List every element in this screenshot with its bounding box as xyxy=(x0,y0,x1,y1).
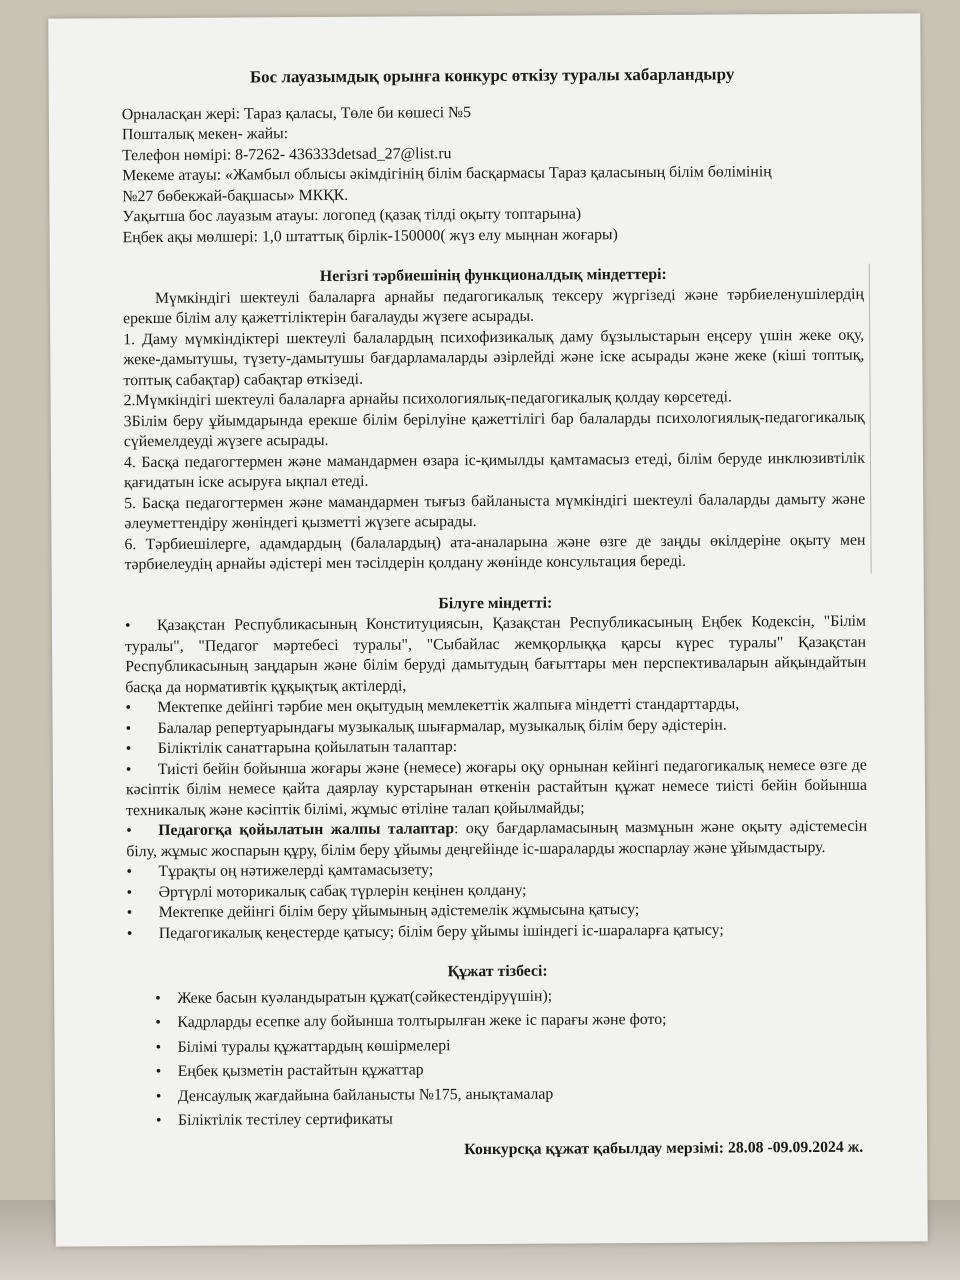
bullet-icon: • xyxy=(125,719,132,737)
bullet-icon: • xyxy=(124,617,131,635)
institution-line-cont: №27 бөбекжай-бақшасы» МКҚК. xyxy=(122,186,349,205)
knowledge-item: • Педагогикалық кеңестерде қатысу; білім беру ұйымы ішіндегі іс-шараларға қатысу; xyxy=(127,919,868,944)
paper-fold-line xyxy=(869,264,872,574)
knowledge-item: • Әртүрлі моторикалық сабақ түрлерін кеңінен қолдану; xyxy=(127,878,868,903)
postal-address-line: Пошталық мекен- жайы: xyxy=(121,125,289,144)
knowledge-item: • Мектепке дейінгі білім беру ұйымының әдістемелік жұмысына қатысу; xyxy=(127,899,868,924)
duties-intro: Мүмкіндігі шектеулі балаларға арнайы педагогикалық тексеру жүргізеді және тәрбиеленушілердің ерекше білім алу қажеттіліктерін бағалауды жүзеге асырады. xyxy=(123,285,865,328)
phone-line: Телефон нөмірі: 8-7262- 436333detsad_27@list.ru xyxy=(122,144,452,164)
document-item: • Денсаулық жағдайына байланысты №175, анықтамалар xyxy=(156,1082,869,1107)
knowledge-item: • Балалар репертуарындағы музыкалық шығармалар, музыкалық білім беру әдістерін. xyxy=(126,714,867,739)
bullet-icon: • xyxy=(155,1038,162,1056)
bullet-icon: • xyxy=(126,883,133,901)
vacancy-line: Уақытша бос лауазым атауы: логопед (қазақ тілді оқыту топтарына) xyxy=(122,205,582,226)
duty-item: 1. Даму мүмкіндіктері шектеулі балалардың психофизикалық даму бұзылыстарын еңсеру үшін жеке оқу, жеке-дамытушы, түзету-дамытушы бағдарламаларды әзірлейді және іске асырады және жеке (кіші топтық, топтық сабақтар) сабақтар өткізеді. xyxy=(123,326,865,389)
bullet-icon: • xyxy=(125,760,132,778)
document-item: • Біліктілік тестілеу сертификаты xyxy=(156,1107,869,1132)
documents-section xyxy=(127,960,869,1132)
bullet-icon: • xyxy=(125,699,132,717)
document-page xyxy=(48,13,927,1246)
bullet-icon: • xyxy=(125,740,132,758)
bullet-icon: • xyxy=(155,1087,162,1105)
duty-item: 2.Мүмкіндігі шектеулі балаларға арнайы психологиялық-педагогикалық қолдау көрсетеді. xyxy=(123,388,732,410)
header-info xyxy=(122,100,864,248)
knowledge-section xyxy=(125,591,868,944)
document-title: Бос лауазымдық орынға конкурс өткізу туралы хабарландыру xyxy=(249,64,735,87)
document-item: • Білімі туралы құжаттардың көшірмелері xyxy=(155,1033,868,1058)
bullet-icon: • xyxy=(126,863,133,881)
knowledge-item: • Қазақстан Республикасының Конституциясын, Қазақстан Республикасының Еңбек Кодексін, "Білім туралы", "Педагог мәртебесі туралы", "Сыбайлас жемқорлыққа қарсы күрес туралы" Қазақстан Республикасының заңдарын және білім беруді дамытудың бағыттары мен перспективаларын айқындайтын басқа да нормативтік құқықтық актілерді, xyxy=(124,612,867,696)
bullet-icon: • xyxy=(155,1112,162,1130)
duty-item: 6. Тәрбиешілерге, адамдардың (балалардың) ата-аналарына және өзге де заңды өкілдеріне оқыту мен тәрбиелеудің арнайы әдістері мен тәсілдерін қолдану жөнінде консультация береді. xyxy=(124,531,866,574)
document-item: • Еңбек қызметін растайтын құжаттар xyxy=(156,1058,869,1083)
location-line: Орналасқан жері: Тараз қаласы, Төле би көшесі №5 xyxy=(121,103,472,123)
duty-item: 5. Басқа педагогтермен және мамандармен тығыз байланыста мүмкіндігі шектеулі балаларды дамыту және әлеуметтендіру жөніндегі қызметті жүзеге асырады. xyxy=(124,490,866,533)
knowledge-item: • Тұрақты оң нәтижелерді қамтамасызету; xyxy=(126,858,867,883)
bullet-icon: • xyxy=(155,989,161,1007)
knowledge-title: Білуге міндетті: xyxy=(438,594,553,612)
documents-title: Құжат тізбесі: xyxy=(447,962,548,981)
general-requirements: • Педагогқа қойылатын жалпы талаптар: оқу бағдарламасының мазмұнын және оқыту әдістемесін білу, жұмыс жоспарын құру, білім беру ұйымы деңгейінде іс-шараларды жоспарлау және ұйымдастыру. xyxy=(126,817,868,860)
bullet-icon: • xyxy=(126,904,133,922)
bullet-icon: • xyxy=(126,822,132,840)
duty-item: 4. Басқа педагогтермен және мамандармен өзара іс-қимылды қамтамасыз етеді, білім беруде инклюзивтілік қағидатын іске асыруға ықпал етеді. xyxy=(123,449,866,492)
institution-line: Мекеме атауы: «Жамбыл облысы әкімдігінің білім басқармасы Тараз қаласының білім бөлімінің xyxy=(122,163,772,185)
document-item: • Кадрларды есепке алу бойынша толтырылған жеке іс парағы және фото; xyxy=(155,1009,868,1034)
submission-deadline: Конкурсқа құжат қабылдау мерзімі: 28.08 -09.09.2024 ж. xyxy=(464,1138,864,1158)
bullet-icon: • xyxy=(155,1063,162,1081)
bullet-icon: • xyxy=(155,1014,161,1032)
document-item: • Жеке басын куәландыратын құжат(сәйкестендіруүшін); xyxy=(155,984,868,1009)
duties-section xyxy=(123,264,866,576)
duty-item: 3Білім беру ұйымдарында ерекше білім берілуіне қажеттілігі бар балаларды психологиялық-педагогикалық сүйемелдеуді жүзеге асырады. xyxy=(123,408,865,451)
duties-title: Негізгі тәрбиешінің функционалдық міндеттері: xyxy=(319,265,667,286)
knowledge-item: • Мектепке дейінгі тәрбие мен оқытудың мемлекеттік жалпыға міндетті стандарттарды, xyxy=(125,694,866,719)
knowledge-item: • Тиісті бейін бойынша жоғары және (немесе) жоғары оқу орнынан кейінгі педагогикалық немесе өзге де кәсіптік білім немесе қайта даярлау курстарынан өткенін растайтын құжат немесе тиісті бейін бойынша техникалық және кәсіптік білімі, жұмыс өтіліне талап қойылмайды; xyxy=(125,756,868,819)
salary-line: Еңбек ақы мөлшері: 1,0 штаттық бірлік-150000( жүз елу мыңнан жоғары) xyxy=(122,225,618,246)
knowledge-item: • Біліктілік санаттарына қойылатын талаптар: xyxy=(126,735,867,760)
bullet-icon: • xyxy=(126,924,133,942)
